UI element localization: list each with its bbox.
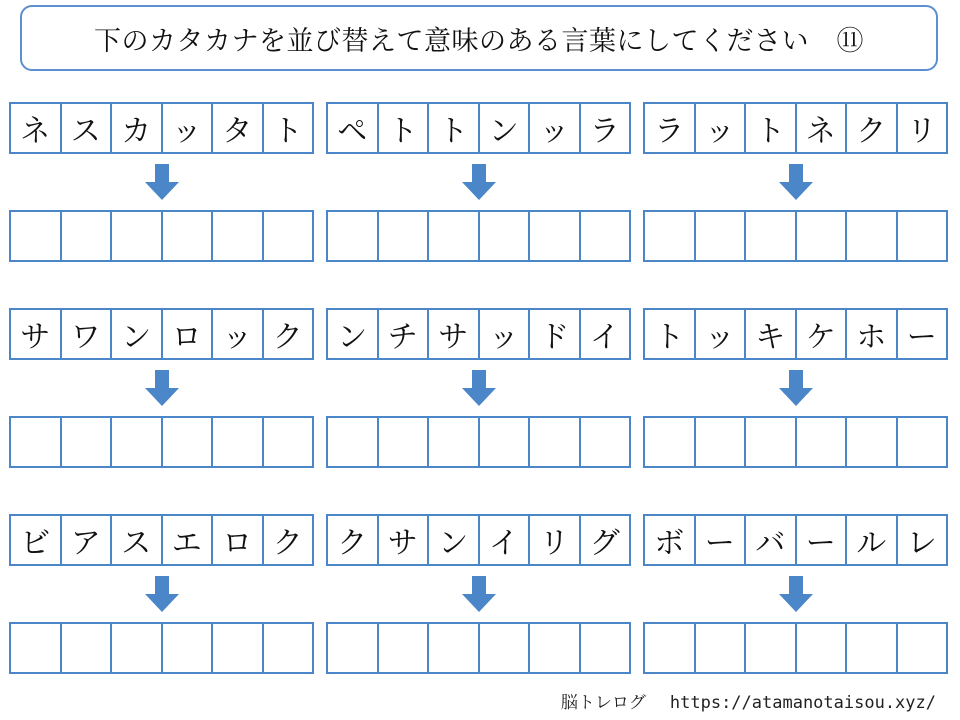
answer-cell[interactable] <box>581 418 630 466</box>
answer-cell[interactable] <box>746 418 797 466</box>
letter-cell: ッ <box>696 310 747 358</box>
answer-cell[interactable] <box>480 624 531 672</box>
letter-row <box>643 308 948 360</box>
letter-cell: ン <box>429 516 480 564</box>
letter-cell: ク <box>328 516 379 564</box>
answer-cell[interactable] <box>898 212 947 260</box>
letter-row <box>643 102 948 154</box>
letter-cell: サ <box>379 516 430 564</box>
letter-cell: ロ <box>163 310 214 358</box>
letter-cell: ホ <box>847 310 898 358</box>
puzzle-3 <box>643 102 948 262</box>
down-arrow-icon <box>9 566 314 622</box>
answer-cell[interactable] <box>379 212 430 260</box>
letter-cell: リ <box>906 114 937 149</box>
down-arrow-icon <box>9 154 314 210</box>
answer-row <box>326 210 631 262</box>
answer-cell[interactable] <box>264 212 313 260</box>
letter-cell: イ <box>589 320 620 355</box>
answer-row <box>643 416 948 468</box>
answer-cell[interactable] <box>746 624 797 672</box>
letter-cell: ー <box>696 516 747 564</box>
letter-cell: ペ <box>328 104 379 152</box>
answer-row <box>643 622 948 674</box>
letter-cell: ネ <box>797 104 848 152</box>
letter-cell: ッ <box>480 310 531 358</box>
answer-cell[interactable] <box>581 212 630 260</box>
answer-cell[interactable] <box>480 212 531 260</box>
letter-cell: キ <box>746 310 797 358</box>
answer-cell[interactable] <box>898 418 947 466</box>
letter-cell: ン <box>480 104 531 152</box>
answer-cell[interactable] <box>645 624 696 672</box>
answer-cell[interactable] <box>11 212 62 260</box>
puzzle-6 <box>643 308 948 468</box>
letter-cell: サ <box>429 310 480 358</box>
answer-cell[interactable] <box>696 212 747 260</box>
answer-row <box>326 416 631 468</box>
letter-cell: ア <box>62 516 113 564</box>
down-arrow-icon <box>326 360 631 416</box>
answer-cell[interactable] <box>530 418 581 466</box>
down-arrow-icon <box>643 154 948 210</box>
letter-cell: サ <box>11 310 62 358</box>
letter-cell: ッ <box>213 310 264 358</box>
letter-cell: ト <box>645 310 696 358</box>
letter-cell: ン <box>112 310 163 358</box>
letter-cell: ラ <box>589 114 620 149</box>
answer-cell[interactable] <box>379 624 430 672</box>
letter-cell: ド <box>530 310 581 358</box>
letter-cell: ッ <box>696 104 747 152</box>
answer-cell[interactable] <box>328 418 379 466</box>
letter-cell: ク <box>272 526 303 561</box>
letter-cell: ト <box>429 104 480 152</box>
puzzle-2 <box>326 102 631 262</box>
puzzle-7 <box>9 514 314 674</box>
letter-row <box>9 514 314 566</box>
answer-cell[interactable] <box>645 418 696 466</box>
answer-cell[interactable] <box>847 418 898 466</box>
down-arrow-icon <box>643 360 948 416</box>
puzzle-1 <box>9 102 314 262</box>
answer-row <box>9 416 314 468</box>
letter-cell: ボ <box>645 516 696 564</box>
answer-cell[interactable] <box>847 212 898 260</box>
letter-cell: カ <box>112 104 163 152</box>
letter-cell: ス <box>62 104 113 152</box>
answer-row <box>9 210 314 262</box>
answer-cell[interactable] <box>163 418 214 466</box>
answer-cell[interactable] <box>163 212 214 260</box>
letter-cell: ロ <box>213 516 264 564</box>
answer-cell[interactable] <box>797 624 848 672</box>
puzzle-5 <box>326 308 631 468</box>
answer-cell[interactable] <box>213 212 264 260</box>
answer-cell[interactable] <box>696 624 747 672</box>
answer-cell[interactable] <box>264 624 313 672</box>
letter-cell: ー <box>797 516 848 564</box>
letter-row <box>643 514 948 566</box>
letter-cell: チ <box>379 310 430 358</box>
answer-cell[interactable] <box>112 418 163 466</box>
letter-row <box>9 308 314 360</box>
letter-row <box>326 514 631 566</box>
answer-cell[interactable] <box>530 212 581 260</box>
letter-row <box>326 102 631 154</box>
down-arrow-icon <box>326 566 631 622</box>
letter-cell: ト <box>746 104 797 152</box>
answer-cell[interactable] <box>264 418 313 466</box>
answer-cell[interactable] <box>480 418 531 466</box>
answer-cell[interactable] <box>11 624 62 672</box>
puzzle-8 <box>326 514 631 674</box>
footer-brand: 脳トレログ <box>560 693 646 713</box>
letter-cell: グ <box>589 526 620 561</box>
down-arrow-icon <box>326 154 631 210</box>
worksheet-title: 下のカタカナを並び替えて意味のある言葉にしてください ⑪ <box>20 5 938 71</box>
letter-cell: ラ <box>645 104 696 152</box>
letter-cell: ワ <box>62 310 113 358</box>
answer-cell[interactable] <box>379 418 430 466</box>
answer-cell[interactable] <box>696 418 747 466</box>
letter-cell: ン <box>328 310 379 358</box>
answer-row <box>9 622 314 674</box>
letter-cell: ネ <box>11 104 62 152</box>
answer-cell[interactable] <box>328 212 379 260</box>
letter-cell: ッ <box>163 104 214 152</box>
answer-cell[interactable] <box>797 212 848 260</box>
answer-cell[interactable] <box>645 212 696 260</box>
answer-cell[interactable] <box>797 418 848 466</box>
down-arrow-icon <box>9 360 314 416</box>
letter-cell: ル <box>847 516 898 564</box>
answer-cell[interactable] <box>11 418 62 466</box>
letter-cell: ト <box>272 114 303 149</box>
letter-cell: イ <box>480 516 531 564</box>
letter-cell: ー <box>906 320 937 355</box>
letter-cell: ス <box>112 516 163 564</box>
answer-row <box>326 622 631 674</box>
letter-row <box>9 102 314 154</box>
footer <box>561 688 936 713</box>
letter-cell: ト <box>379 104 430 152</box>
answer-cell[interactable] <box>213 624 264 672</box>
letter-cell: ケ <box>797 310 848 358</box>
answer-cell[interactable] <box>213 418 264 466</box>
footer-url[interactable]: https://atamanotaisou.xyz/ <box>669 693 936 713</box>
answer-cell[interactable] <box>530 624 581 672</box>
letter-row <box>326 308 631 360</box>
answer-cell[interactable] <box>429 418 480 466</box>
letter-cell: バ <box>746 516 797 564</box>
answer-cell[interactable] <box>746 212 797 260</box>
letter-cell: エ <box>163 516 214 564</box>
answer-cell[interactable] <box>163 624 214 672</box>
answer-cell[interactable] <box>62 418 113 466</box>
answer-cell[interactable] <box>112 212 163 260</box>
answer-cell[interactable] <box>847 624 898 672</box>
answer-cell[interactable] <box>429 212 480 260</box>
puzzle-9 <box>643 514 948 674</box>
down-arrow-icon <box>643 566 948 622</box>
answer-cell[interactable] <box>898 624 947 672</box>
letter-cell: リ <box>530 516 581 564</box>
letter-cell: ビ <box>11 516 62 564</box>
answer-cell[interactable] <box>581 624 630 672</box>
answer-cell[interactable] <box>112 624 163 672</box>
letter-cell: ク <box>272 320 303 355</box>
letter-cell: タ <box>213 104 264 152</box>
answer-cell[interactable] <box>62 624 113 672</box>
answer-cell[interactable] <box>328 624 379 672</box>
answer-row <box>643 210 948 262</box>
answer-cell[interactable] <box>429 624 480 672</box>
answer-cell[interactable] <box>62 212 113 260</box>
letter-cell: ッ <box>530 104 581 152</box>
puzzle-4 <box>9 308 314 468</box>
letter-cell: ク <box>847 104 898 152</box>
letter-cell: レ <box>906 526 937 561</box>
